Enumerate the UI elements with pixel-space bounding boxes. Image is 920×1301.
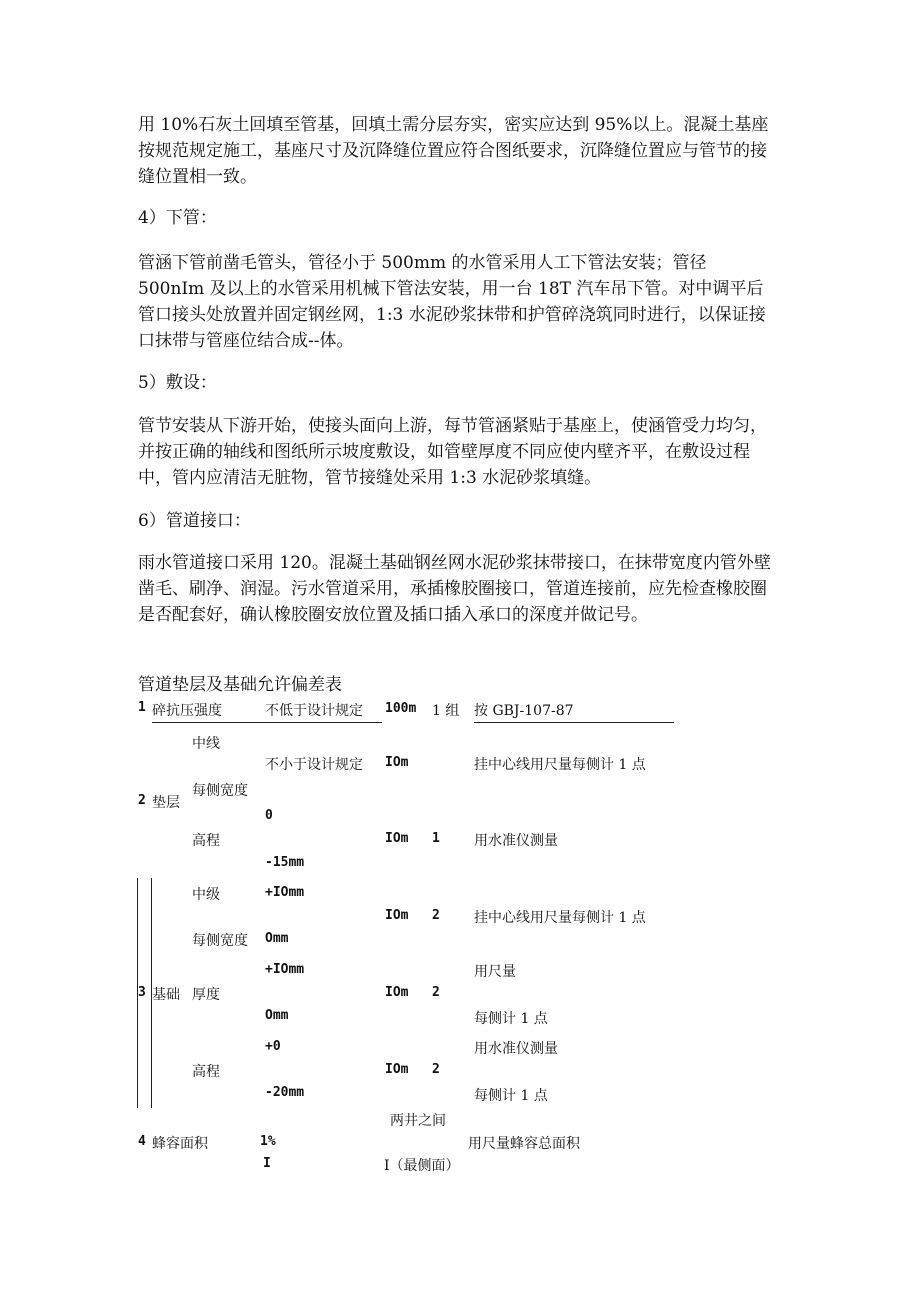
row3-item: 基础 bbox=[152, 987, 180, 1003]
row1-number: 1 bbox=[138, 700, 146, 715]
row3-sub-thickness: 厚度 bbox=[192, 987, 220, 1003]
row1-tolerance: 不低于设计规定 bbox=[265, 703, 363, 719]
row2-elevation-tolerance: -15mm bbox=[265, 855, 305, 870]
row4-range-top: 两井之间 bbox=[390, 1113, 446, 1129]
row2-centerline-range: IOm bbox=[385, 755, 409, 770]
row1-range: 100m bbox=[385, 701, 417, 716]
row1-underline-left bbox=[152, 722, 382, 723]
row3-sub-width: 每侧宽度 bbox=[192, 933, 248, 949]
paragraph-lowering-pipe: 管涵下管前凿毛管头，管径小于 500mm 的水管采用人工下管法安装；管径 500nIm 及以上的水管采用机械下管法安装，用一台 18T 汽车吊下管。对中调平后管口接头处放置并固定钢丝网，1:3 水泥砂浆抹带和护管碎浇筑同时进行，以保证接口抹带与管座位结合成--体。 bbox=[138, 253, 766, 351]
row3-width-tolerance: Omm bbox=[265, 931, 289, 946]
row3-elevation-tolerance-lower: -20mm bbox=[265, 1085, 305, 1100]
row3-thickness-method-count: 每侧计 1 点 bbox=[474, 1011, 548, 1027]
row3-centerline-points: 2 bbox=[432, 908, 440, 923]
row3-thickness-range: IOm bbox=[385, 985, 409, 1000]
row3-centerline-tolerance: +IOmm bbox=[265, 885, 305, 900]
row3-centerline-range: IOm bbox=[385, 908, 409, 923]
row4-item: 蜂容面积 bbox=[152, 1136, 208, 1152]
row3-elevation-method: 用水准仪测量 bbox=[474, 1041, 558, 1057]
row3-elevation-points: 2 bbox=[432, 1062, 440, 1077]
paragraph-backfill: 用 10%石灰土回填至管基，回填土需分层夯实，密实应达到 95%以上。混凝土基座按规范规定施工，基座尺寸及沉降缝位置应符合图纸要求，沉降缝位置应与管节的接缝位置相一致。 bbox=[138, 115, 769, 187]
row3-thickness-tolerance-lower: Omm bbox=[265, 1008, 289, 1023]
row1-underline-right bbox=[474, 722, 674, 723]
row4-number: 4 bbox=[138, 1134, 146, 1149]
heading-lowering-pipe: 4）下管： bbox=[138, 208, 217, 228]
row3-sub-centerline: 中级 bbox=[192, 887, 220, 903]
row1-method: 按 GBJ-107-87 bbox=[474, 703, 574, 719]
row3-elevation-tolerance-upper: +0 bbox=[265, 1039, 281, 1054]
row2-elevation-method: 用水准仪测量 bbox=[474, 833, 558, 849]
row3-centerline-method: 挂中心线用尺量每侧计 1 点 bbox=[474, 910, 646, 926]
row4-method: 用尺量蜂容总面积 bbox=[468, 1136, 580, 1152]
row2-centerline-tolerance: 不小于设计规定 bbox=[265, 757, 363, 773]
paragraph-laying: 管节安装从下游开始，使接头面向上游，每节管涵紧贴于基座上，使涵管受力均匀，并按正确的轴线和图纸所示坡度敷设，如管壁厚度不同应使内壁齐平，在敷设过程中，管内应清洁无脏物，管节接缝处采用 1:3 水泥砂浆填缝。 bbox=[138, 416, 767, 488]
row2-number: 2 bbox=[138, 793, 146, 808]
row2-sub-centerline: 中线 bbox=[192, 736, 220, 752]
row2-item: 垫层 bbox=[152, 795, 180, 811]
heading-laying: 5）敷设： bbox=[138, 373, 217, 393]
row2-sub-elevation: 高程 bbox=[192, 833, 220, 849]
row1-item: 碎抗压强度 bbox=[152, 703, 222, 719]
row4-tolerance-lower: I bbox=[263, 1156, 271, 1171]
row4-tolerance: 1% bbox=[260, 1134, 276, 1149]
row3-thickness-points: 2 bbox=[432, 985, 440, 1000]
paragraph-pipe-joint: 雨水管道接口采用 120。混凝土基础钢丝网水泥砂浆抹带接口，在抹带宽度内管外壁凿毛、刷净、润湿。污水管道采用，承插橡胶圈接口，管道连接前，应先检查橡胶圈是否配套好，确认橡胶圈安放位置及插口插入承口的深度并做记号。 bbox=[138, 553, 771, 625]
row3-sub-elevation: 高程 bbox=[192, 1064, 220, 1080]
row3-thickness-tolerance-upper: +IOmm bbox=[265, 962, 305, 977]
row2-centerline-method: 挂中心线用尺量每侧计 1 点 bbox=[474, 757, 646, 773]
row2-elevation-points: 1 bbox=[432, 831, 440, 846]
heading-pipe-joint: 6）管道接口： bbox=[138, 511, 251, 531]
row1-points: 1 组 bbox=[432, 703, 460, 719]
row3-elevation-method-count: 每侧计 1 点 bbox=[474, 1088, 548, 1104]
row4-range-lower: I（最侧面） bbox=[384, 1158, 460, 1174]
row2-width-tolerance: 0 bbox=[265, 808, 273, 823]
row3-elevation-range: IOm bbox=[385, 1062, 409, 1077]
row3-number: 3 bbox=[138, 985, 146, 1000]
row2-sub-width: 每侧宽度 bbox=[192, 783, 248, 799]
table-title: 管道垫层及基础允许偏差表 bbox=[138, 675, 342, 695]
row3-thickness-method: 用尺量 bbox=[474, 964, 516, 980]
row2-elevation-range: IOm bbox=[385, 831, 409, 846]
